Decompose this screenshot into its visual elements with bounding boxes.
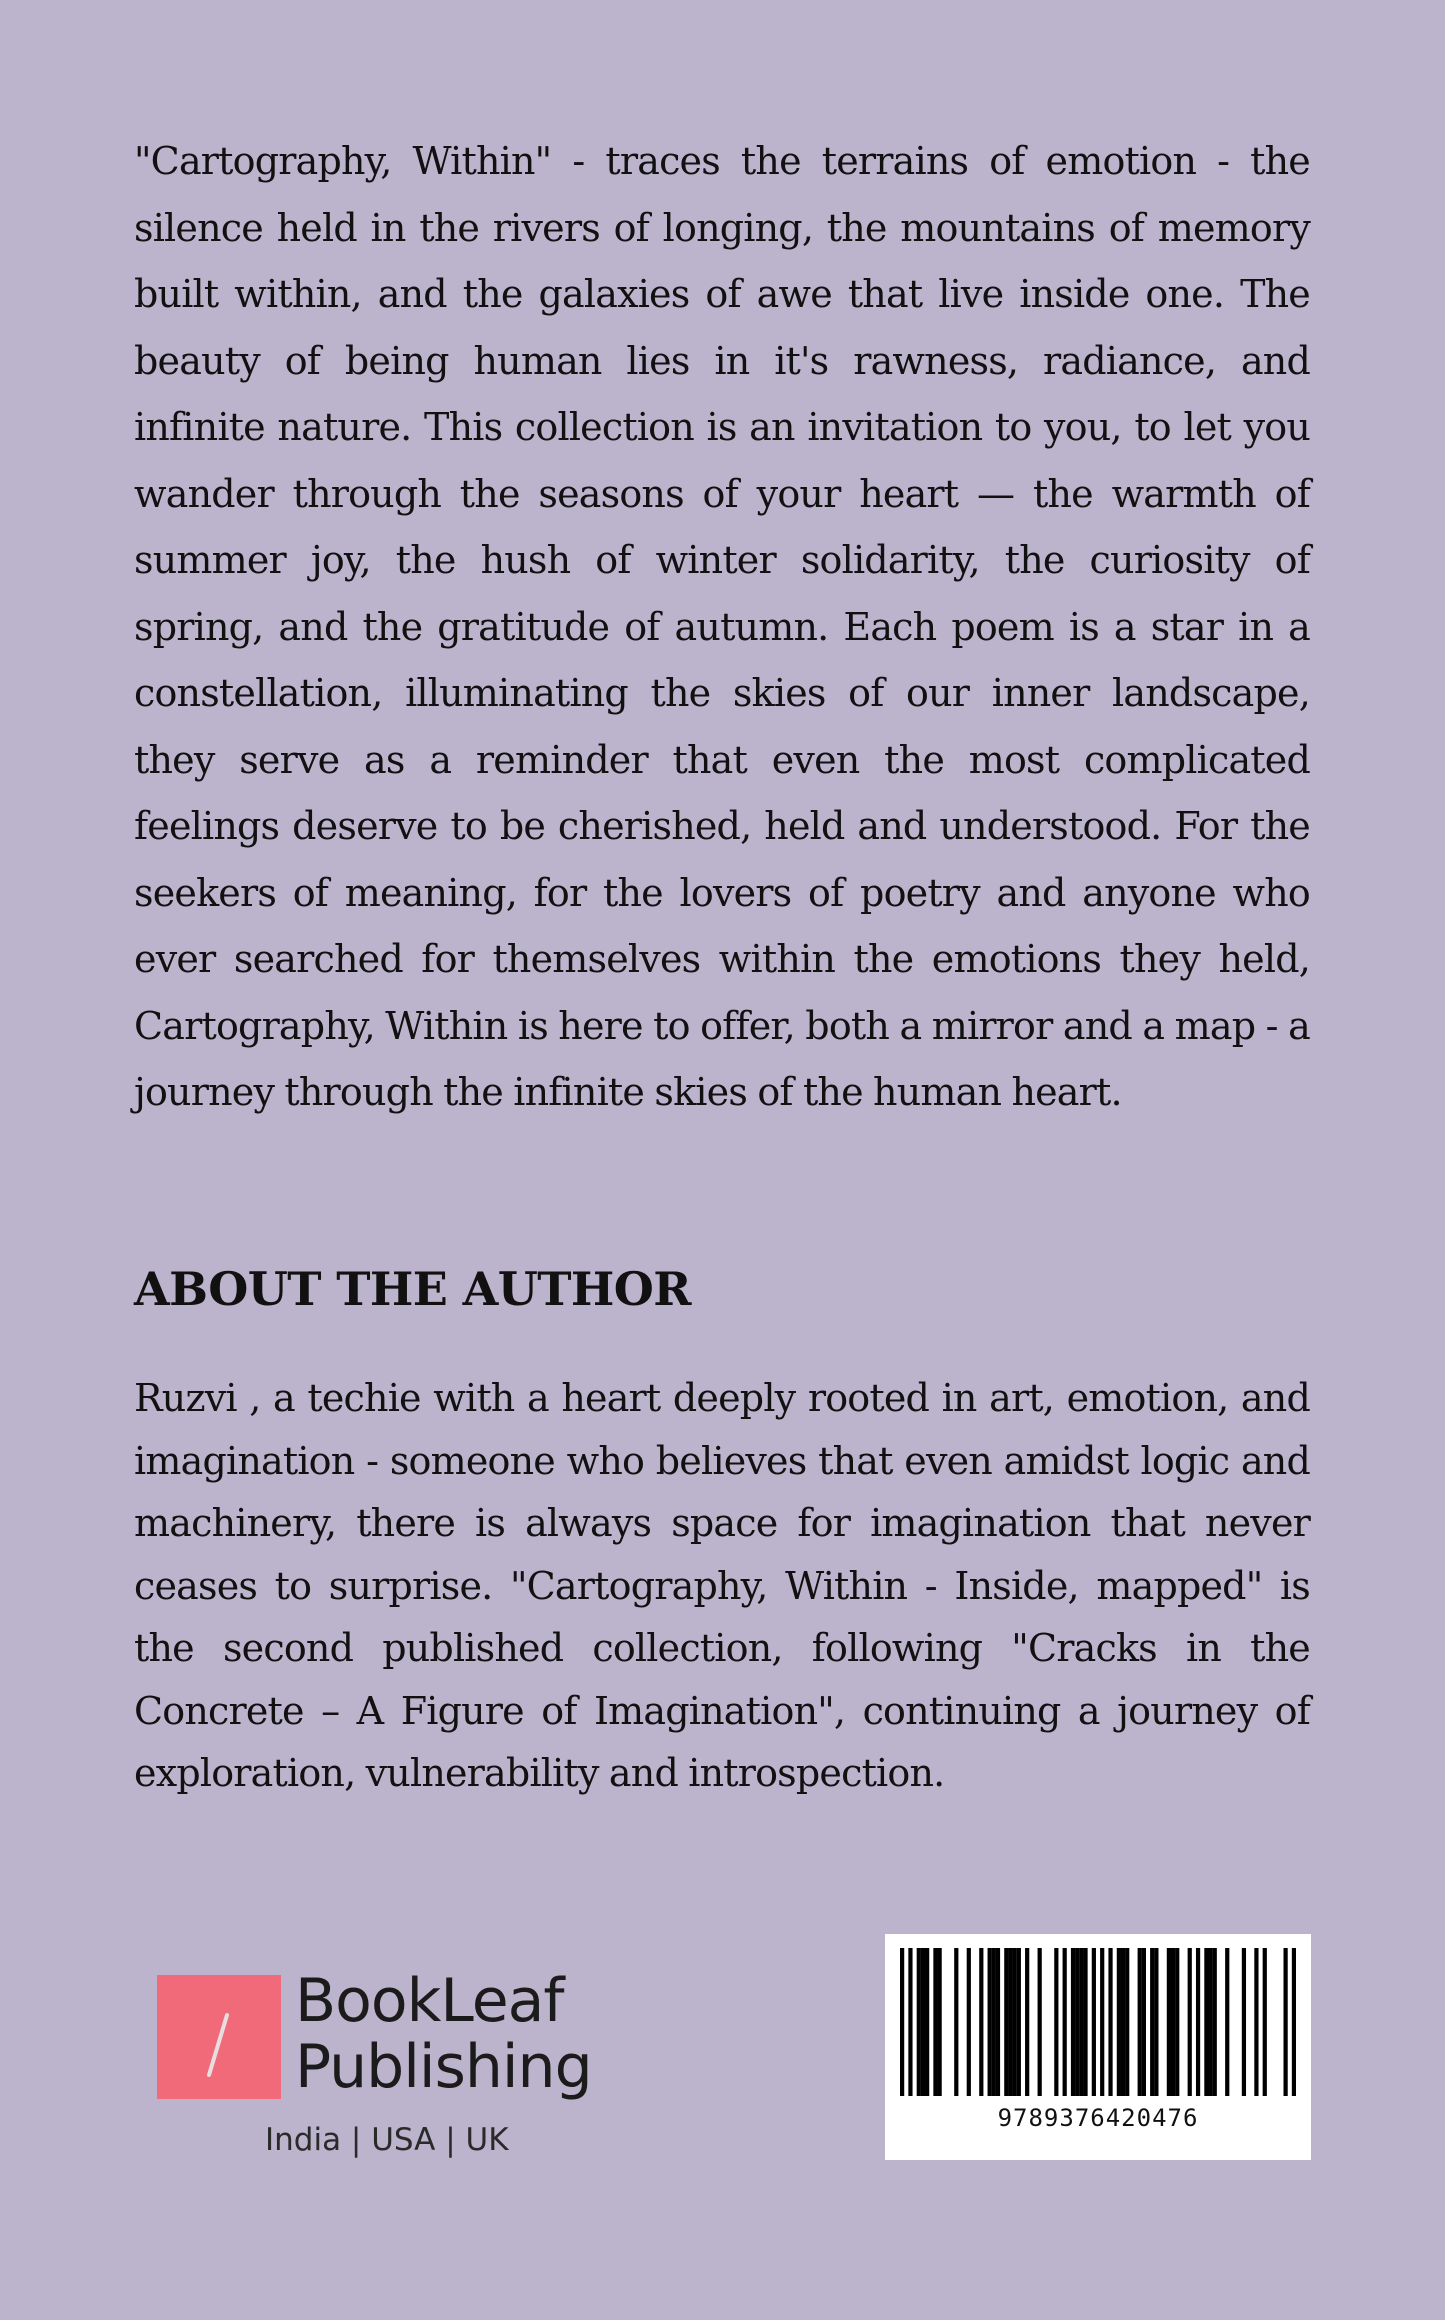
barcode-bar bbox=[938, 1948, 942, 2096]
barcode-bar bbox=[1017, 1948, 1021, 2096]
barcode-bar bbox=[1142, 1948, 1146, 2096]
barcode-bar bbox=[1004, 1948, 1008, 2096]
isbn-barcode bbox=[885, 1934, 1311, 2160]
barcode-bar bbox=[1204, 1948, 1208, 2096]
barcode-bar bbox=[1125, 1948, 1129, 2096]
barcode-bar bbox=[1283, 1948, 1287, 2096]
publisher-regions: India | USA | UK bbox=[265, 2122, 509, 2158]
barcode-bar bbox=[1175, 1948, 1179, 2096]
barcode-bar bbox=[1213, 1948, 1217, 2096]
barcode-bar bbox=[954, 1948, 958, 2096]
barcode-bar bbox=[979, 1948, 983, 2096]
barcode-bar bbox=[1154, 1948, 1158, 2096]
barcode-bar bbox=[933, 1948, 937, 2096]
barcode-bar bbox=[1263, 1948, 1267, 2096]
barcode-bar bbox=[1188, 1948, 1192, 2096]
publisher-name-line2: Publishing bbox=[295, 2032, 592, 2102]
barcode-bar bbox=[1150, 1948, 1154, 2096]
barcode-bar bbox=[967, 1948, 971, 2096]
isbn-number: 9789376420476 bbox=[997, 2104, 1199, 2132]
barcode-bar bbox=[925, 1948, 929, 2096]
barcode-bar bbox=[917, 1948, 921, 2096]
logo-square bbox=[157, 1975, 281, 2099]
slash-icon bbox=[157, 1975, 281, 2099]
barcode-bar bbox=[1225, 1948, 1229, 2096]
publisher-name-line1: BookLeaf bbox=[295, 1966, 564, 2036]
barcode-bar bbox=[1254, 1948, 1258, 2096]
barcode-bar bbox=[1013, 1948, 1017, 2096]
barcode-bar bbox=[1008, 1948, 1012, 2096]
barcode-bar bbox=[1108, 1948, 1112, 2096]
barcode-bar bbox=[988, 1948, 992, 2096]
barcode-bar bbox=[1092, 1948, 1096, 2096]
barcode-bar bbox=[1054, 1948, 1058, 2096]
barcode-bar bbox=[1071, 1948, 1075, 2096]
barcode-bar bbox=[1292, 1948, 1296, 2096]
barcode-bar bbox=[1171, 1948, 1175, 2096]
barcode-bar bbox=[1075, 1948, 1079, 2096]
barcode-bar bbox=[908, 1948, 912, 2096]
barcode-bar bbox=[1038, 1948, 1042, 2096]
barcode-bar bbox=[900, 1948, 904, 2096]
barcode-bar bbox=[1208, 1948, 1212, 2096]
barcode-icon bbox=[900, 1948, 1296, 2096]
barcode-bar bbox=[996, 1948, 1000, 2096]
barcode-bar bbox=[1117, 1948, 1121, 2096]
barcode-bar bbox=[1079, 1948, 1083, 2096]
barcode-bar bbox=[1242, 1948, 1246, 2096]
barcode-bar bbox=[1196, 1948, 1200, 2096]
barcode-bar bbox=[1100, 1948, 1104, 2096]
back-cover-blurb: "Cartography, Within" - traces the terrains of emotion - the silence held in the rivers of longing, the mountains of memory built within, and the galaxies of awe that live inside one. The beauty of being human lies in it's rawness, radiance, and infinite nature. This collection is an invitation to you, to let you wander through the seasons of your heart — the warmth of summer joy, the hush of winter solidarity, the curiosity of spring, and the gratitude of autumn. Each poem is a star in a constellation, illuminating the skies of our inner landscape, they serve as a reminder that even the most complicated feelings deserve to be cherished, held and understood. For the seekers of meaning, for the lovers of poetry and anyone who ever searched for themselves within the emotions they held, Cartography, Within is here to offer, both a mirror and a map - a journey through the infinite skies of the human heart. bbox=[134, 139, 1310, 1114]
barcode-bar bbox=[1083, 1948, 1087, 2096]
barcode-bar bbox=[921, 1948, 925, 2096]
barcode-bar bbox=[1138, 1948, 1142, 2096]
barcode-bar bbox=[1063, 1948, 1067, 2096]
barcode-bar bbox=[1025, 1948, 1029, 2096]
barcode-bar bbox=[1121, 1948, 1125, 2096]
about-author-heading: ABOUT THE AUTHOR bbox=[134, 1262, 691, 1316]
barcode-bar bbox=[992, 1948, 996, 2096]
barcode-bar bbox=[1167, 1948, 1171, 2096]
about-author-text: Ruzvi , a techie with a heart deeply rooted in art, emotion, and imagination - someone who believes that even amidst logic and machinery, there is always space for imagination that never ceases to surprise. "Cartography, Within - Inside, mapped" is the second published collection, following "Cracks in the Concrete – A Figure of Imagination", continuing a journey of exploration, vulnerability and introspection. bbox=[134, 1376, 1310, 1795]
publisher-logo bbox=[157, 1968, 617, 2118]
